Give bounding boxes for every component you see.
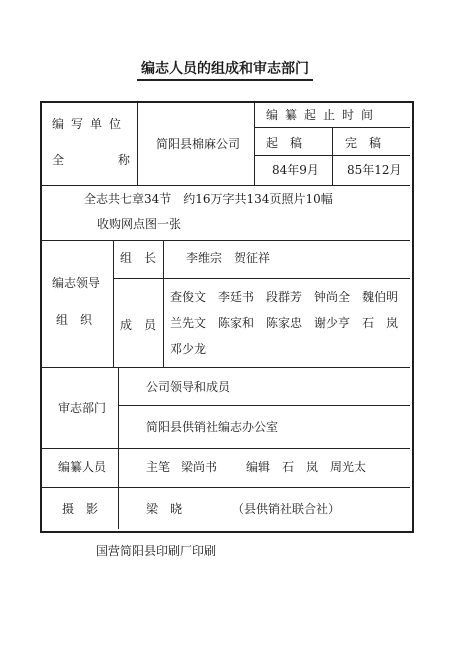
rule-editors-bottom xyxy=(42,487,410,488)
review-label: 审志部门 xyxy=(58,401,107,415)
review-line-2: 简阳县供销社编志办公室 xyxy=(146,420,279,434)
chief-name: 梁尚书 xyxy=(181,460,218,474)
photo-label: 摄影 xyxy=(62,502,111,516)
editors-label: 编纂人员 xyxy=(58,460,107,474)
page-title: 编志人员的组成和审志部门 xyxy=(141,61,309,77)
leader-names: 李维宗 贺征祥 xyxy=(186,251,271,265)
photo-org: （县供销社联合社） xyxy=(232,502,341,516)
rule-sublabel-right xyxy=(163,240,164,367)
rule-review-label-right xyxy=(118,367,119,529)
rule-review-mid xyxy=(118,405,410,406)
review-line-1: 公司领导和成员 xyxy=(146,380,231,394)
rule-summary-bottom xyxy=(42,240,410,241)
members-label: 成 员 xyxy=(120,318,157,332)
members-line-3: 邓少龙 xyxy=(170,342,207,356)
unit-label-bottom-1: 全 xyxy=(52,153,65,167)
rule-unit-name-right xyxy=(254,103,255,185)
rule-leadership-bottom xyxy=(42,367,410,368)
period-label: 编纂起止时间 xyxy=(266,108,381,122)
summary-line-1: 全志共七章34节 约16万字共134页照片10幅 xyxy=(84,192,333,206)
end-label: 完稿 xyxy=(345,136,394,150)
leader-label: 组 长 xyxy=(120,251,157,265)
title-underline xyxy=(137,79,313,81)
unit-name: 简阳县棉麻公司 xyxy=(156,137,241,151)
members-line-1: 查俊文 李廷书 段群芳 钟尚全 魏伯明 xyxy=(170,290,399,304)
rule-header-bottom xyxy=(42,185,410,186)
leadership-label-bottom: 组 织 xyxy=(56,313,93,327)
leadership-label-top: 编志领导 xyxy=(52,276,101,290)
rule-leadership-label-right xyxy=(113,240,114,367)
start-date: 84年9月 xyxy=(272,163,319,177)
photo-name: 梁 晓 xyxy=(146,502,183,516)
chief-label: 主笔 xyxy=(146,460,171,474)
unit-label-bottom-2: 称 xyxy=(118,153,131,167)
rule-leaders-bottom xyxy=(113,278,410,279)
rule-review-bottom xyxy=(42,448,410,449)
end-date: 85年12月 xyxy=(347,163,402,177)
printer-note: 国营简阳县印刷厂印刷 xyxy=(96,544,217,558)
rule-unit-label-right xyxy=(137,103,138,185)
members-line-2: 兰先文 陈家和 陈家忠 谢少亨 石 岚 xyxy=(170,316,399,330)
rule-period-split xyxy=(332,127,333,185)
edit-names: 石 岚 周光太 xyxy=(282,460,367,474)
edit-label: 编辑 xyxy=(246,460,271,474)
unit-label-top: 编写单位 xyxy=(52,117,129,131)
summary-line-2: 收购网点图一张 xyxy=(97,217,182,231)
start-label: 起稿 xyxy=(266,136,315,150)
